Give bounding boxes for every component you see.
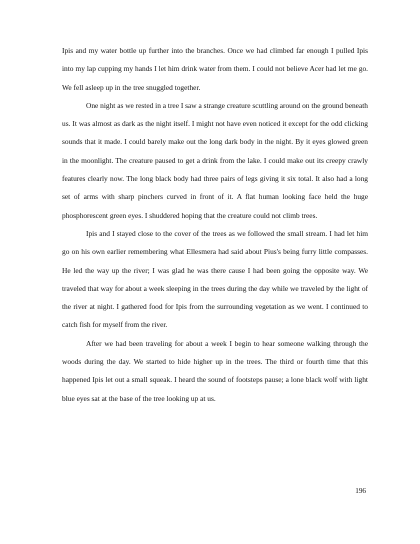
- paragraph-1: Ipis and my water bottle up further into the branches. Once we had climbed far enough I pulled Ipis into my lap cupping my hands I let him drink water from them. I could not believe Acer had let me go. We fell asleep up in the tree snuggled together.: [62, 46, 368, 92]
- paragraph-2: One night as we rested in a tree I saw a strange creature scuttling around on the ground beneath us. It was almost as dark as the night itself. I might not have even noticed it except for the odd clicking sounds that it made. I could barely make out the long dark body in the night. By it eyes glowed green in the moonlight. The creature paused to get a drink from the lake. I could make out its creepy crawly features clearly now. The long black body had three pairs of legs giving it six total. It also had a long set of arms with sharp pinchers curved in front of it. A flat human looking face held the huge phosphorescent green eyes. I shuddered hoping that the creature could not climb trees.: [62, 100, 368, 220]
- paragraph-4: After we had been traveling for about a week I begin to hear someone walking through the woods during the day. We started to hide higher up in the trees. The third or fourth time that this happened Ipis let out a small squeak. I heard the sound of footsteps pause; a lone black wolf with light blue eyes sat at the base of the tree looking up at us.: [62, 338, 368, 403]
- body-text: [62, 42, 368, 408]
- page-number: 196: [355, 487, 366, 495]
- paragraph-3: Ipis and I stayed close to the cover of the trees as we followed the small stream. I had let him go on his own earlier remembering what Ellesmera had said about Pius's being furry little compasses. He led the way up the river; I was glad he was there cause I had been going the opposite way. We traveled that way for about a week sleeping in the trees during the day while we traveled by the light of the river at night. I gathered food for Ipis from the surrounding vegetation as we went. I continued to catch fish for myself from the river.: [62, 228, 368, 330]
